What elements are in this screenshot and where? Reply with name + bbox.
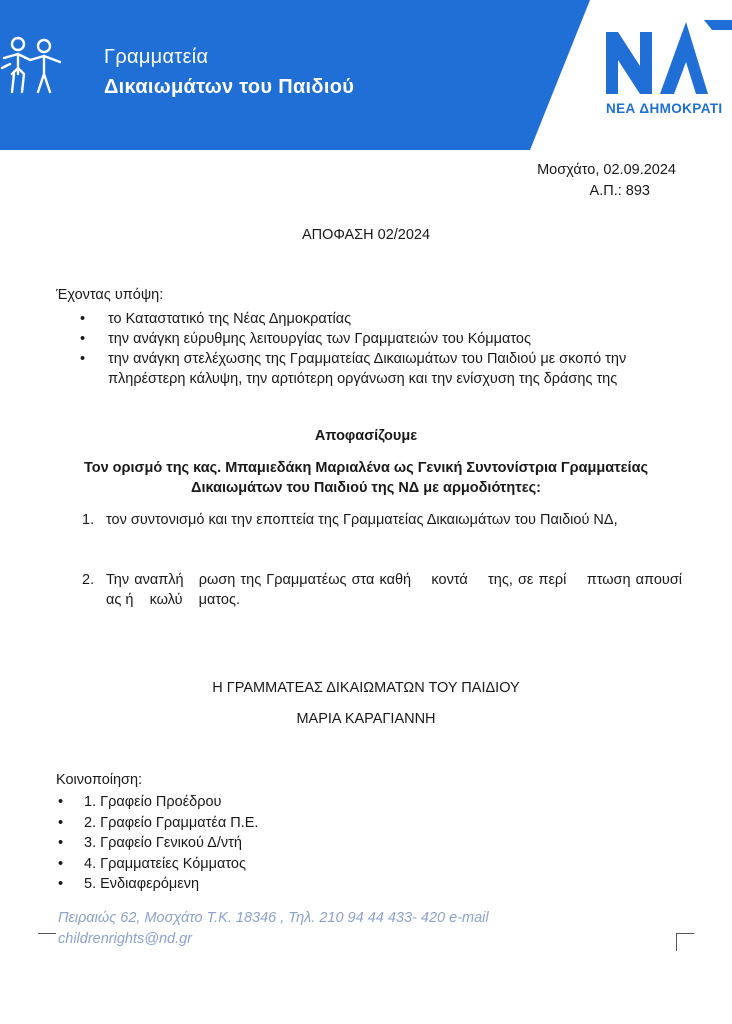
notification-label: Κοινοποίηση: — [56, 772, 143, 788]
appointment-text: Τον ορισμό της κας. Μπαμιεδάκη Μαριαλένα ως Γενική Συντονίστρια Γραμματείας Δικαιωμάτων του Παιδιού της ΝΔ με αρμοδιότητες: — [83, 460, 649, 496]
secretariat-name-line2: Δικαιωμάτων του Παιδιού — [104, 76, 355, 98]
duty-item — [82, 510, 682, 530]
secretariat-name-line1: Γραμματεία — [104, 46, 209, 68]
list-item: • την ανάγκη εύρυθμης λειτουργίας των Γραμματειών του Κόμματος — [80, 329, 680, 349]
duty-number: 2. — [82, 572, 95, 588]
list-item: • 1. Γραφείο Προέδρου — [58, 792, 258, 813]
place-date: Μοσχάτο, 02.09.2024 — [537, 162, 676, 178]
list-item: • 4. Γραμματείες Κόμματος — [58, 854, 258, 875]
duty-text: τον συντονισμό και την εποπτεία της Γραμματείας Δικαιωμάτων του Παιδιού ΝΔ, — [106, 512, 618, 528]
protocol-number: Α.Π.: 893 — [589, 183, 650, 199]
letterhead — [0, 0, 732, 150]
footer-address: Πειραιώς 62, Μοσχάτο Τ.Κ. 18346 , Τηλ. 210 94 44 433- 420 e-mail — [58, 910, 489, 926]
list-item: • 2. Γραφείο Γραμματέα Π.Ε. — [58, 813, 258, 834]
duty-number: 1. — [82, 512, 95, 528]
notification-list — [58, 792, 258, 895]
duty-item — [82, 570, 699, 610]
page-corner-mark — [676, 933, 694, 951]
signatory-name: ΜΑΡΙΑ ΚΑΡΑΓΙΑΝΝΗ — [296, 711, 436, 727]
list-item: • 5. Ενδιαφερόμενη — [58, 874, 258, 895]
page-corner-mark — [38, 933, 56, 951]
duty-text: Την αναπλή ρωση της Γραμματέως στα καθή κοντά της, σε περί πτωση απουσί ας ή κωλύ ματος. — [106, 572, 699, 608]
signatory-title: Η ΓΡΑΜΜΑΤΕΑΣ ΔΙΚΑΙΩΜΑΤΩΝ ΤΟΥ ΠΑΙΔΙΟΥ — [212, 680, 520, 696]
list-item: • την ανάγκη στελέχωσης της Γραμματείας Δικαιωμάτων του Παιδιού με σκοπό την πληρέστερη κάλυψη, την αρτιότερη οργάνωση και την ενίσχυση της δράσης της — [80, 349, 680, 389]
considering-label: Έχοντας υπόψη: — [56, 287, 164, 303]
children-icon — [0, 34, 66, 98]
list-item: • το Καταστατικό της Νέας Δημοκρατίας — [80, 309, 680, 329]
decision-title: ΑΠΟΦΑΣΗ 02/2024 — [301, 227, 431, 243]
list-item: • 3. Γραφείο Γενικού Δ/ντή — [58, 833, 258, 854]
footer-email: childrenrights@nd.gr — [58, 931, 193, 947]
nd-logo — [604, 20, 732, 98]
we-decide-heading: Αποφασίζουμε — [314, 428, 418, 444]
party-name: ΝΕΑ ΔΗΜΟΚΡΑΤΙ — [606, 101, 723, 116]
considering-list — [80, 309, 680, 389]
